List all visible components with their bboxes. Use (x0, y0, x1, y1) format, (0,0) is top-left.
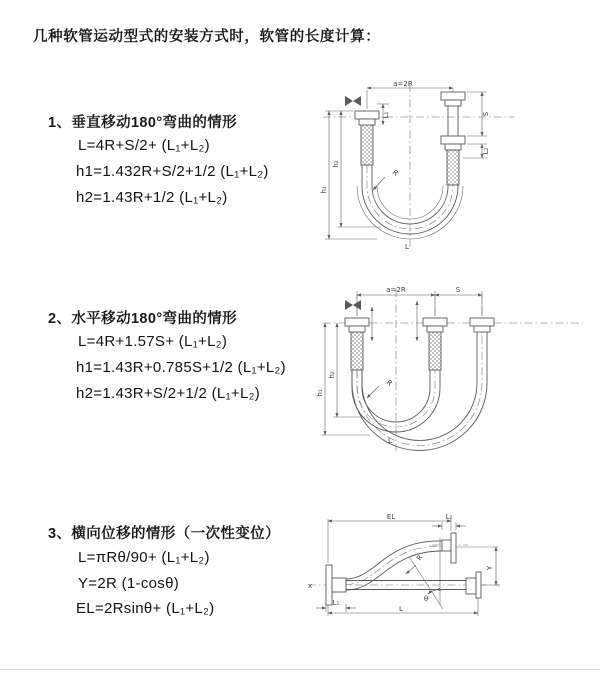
page-title: 几种软管运动型式的安装方式时，软管的长度计算： (33, 29, 381, 45)
pipe-stub-upper (442, 540, 451, 551)
pipe-stub-right (466, 578, 476, 594)
dim-label-l: L (399, 605, 403, 613)
fitting-neck-right-lower (445, 144, 461, 150)
page-bottom-edge (0, 669, 600, 670)
dim-label-span: a=2R (386, 286, 406, 294)
dim-label-span: a=2R (393, 80, 413, 88)
dim-label-l1: L₁ (332, 599, 340, 607)
flange-upper (451, 533, 456, 563)
dim-label-s: S (455, 286, 461, 294)
fitting-nut-left (345, 318, 369, 326)
braid-right (447, 150, 459, 185)
radius-label: R (415, 553, 425, 563)
section-2-formula-h2: h2=1.43R+S/2+1/2 (L₁+L₂) (76, 385, 261, 402)
dim-label-l1: L₁ (382, 111, 390, 119)
section-2-heading: 2、水平移动180°弯曲的情形 (48, 311, 238, 327)
section-1-formula-h2: h2=1.43R+1/2 (L₁+L₂) (76, 189, 228, 206)
section-1-formula-h1: h1=1.432R+S/2+1/2 (L₁+L₂) (76, 163, 269, 180)
fitting-nut-left (355, 111, 379, 119)
scurve-hose-edge (346, 551, 442, 590)
section-2-formula-h1: h1=1.43R+0.785S+1/2 (L₁+L₂) (76, 359, 286, 376)
dim-label-h1: h₁ (316, 389, 324, 397)
axis-label: x (308, 582, 313, 590)
pipe-stub-left (332, 578, 346, 592)
dim-label-s: S (482, 111, 490, 117)
diagram-vertical-180-bend (315, 78, 585, 253)
section-3-formula-l: L=πRθ/90+ (L₁+L₂) (78, 549, 210, 566)
hose2-outer-edge (352, 332, 487, 451)
radius-leader (373, 177, 385, 190)
diagram-horizontal-180-bend (315, 283, 600, 455)
dim-label-l2: L₂ (445, 513, 453, 521)
length-label: L (405, 243, 409, 251)
radius-leader (367, 386, 379, 398)
dim-label-y: Y (486, 565, 494, 571)
valve-icon (345, 96, 361, 106)
dim-label-h2: h₂ (328, 371, 336, 379)
diagram-lateral-displacement (306, 508, 598, 650)
section-3-formula-y: Y=2R (1-cosθ) (78, 575, 180, 592)
section-1-formula-l: L=4R+S/2+ (L₁+L₂) (78, 137, 210, 154)
dim-label-h1: h₁ (320, 186, 328, 194)
section-1-heading: 1、垂直移动180°弯曲的情形 (48, 115, 238, 131)
braid-left (361, 125, 373, 165)
fitting-neck-right-top (445, 100, 461, 106)
section-3-heading: 3、横向位移的情形（一次性变位） (48, 526, 280, 542)
braid-left (351, 332, 363, 370)
fitting-neck-left (349, 326, 365, 332)
flange-left (326, 565, 332, 605)
radius-leader (406, 565, 416, 574)
valve-icon (345, 300, 361, 310)
radius-label: R (390, 168, 400, 178)
fitting-nut-middle (423, 318, 447, 326)
fitting-neck-right (474, 326, 490, 332)
fitting-nut-right-lower (441, 136, 465, 144)
fitting-nut-right (470, 318, 494, 326)
section-3-formula-el: EL=2Rsinθ+ (L₁+L₂) (76, 600, 215, 617)
section-2-formula-l: L=4R+1.57S+ (L₁+L₂) (78, 333, 228, 350)
dim-label-h2: h₂ (332, 160, 340, 168)
length-label: L (388, 437, 392, 445)
fitting-neck-left (359, 119, 375, 125)
hose2-centerline (357, 332, 482, 446)
flange-right (476, 572, 481, 598)
radius-label: R (384, 378, 394, 388)
scurve-hose-edge (346, 541, 442, 579)
braid-middle (429, 332, 441, 370)
dim-label-l2: L₂ (482, 147, 490, 155)
angle-label: θ (423, 595, 429, 603)
dim-label-el: EL (386, 513, 396, 521)
fitting-neck-middle (427, 326, 443, 332)
hose2-inner-edge (362, 332, 477, 440)
fitting-nut-right-top (441, 92, 465, 100)
